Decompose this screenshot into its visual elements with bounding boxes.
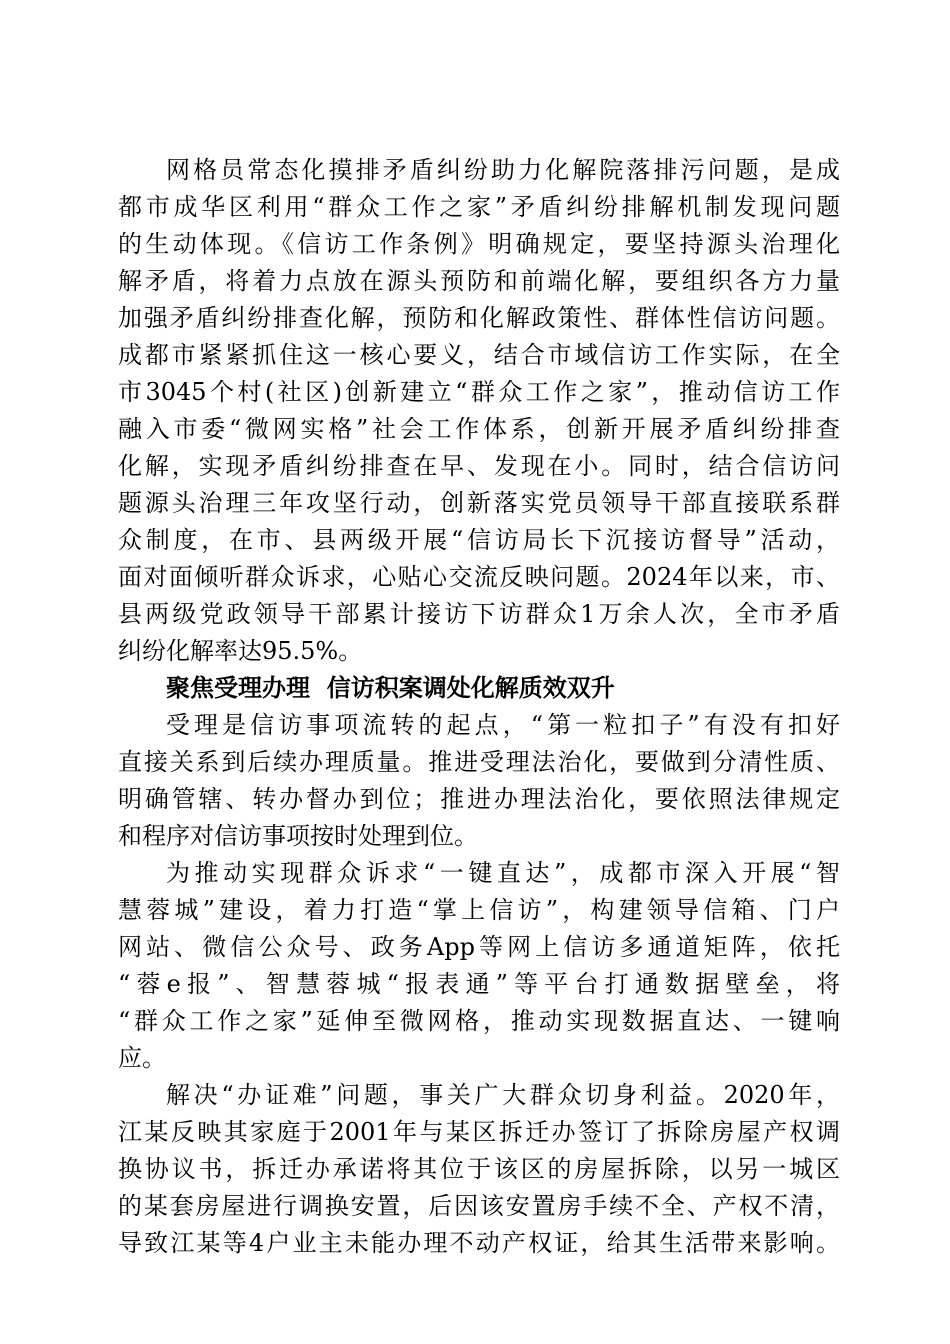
section-heading [118,670,840,707]
text-line: 县两级党政领导干部累计接访下访群众1万余人次，全市矛盾 [118,600,840,628]
text-line: 市3045个村(社区)创新建立“群众工作之家”，推动信访工作 [118,378,840,406]
text-line: 化解，实现矛盾纠纷排查在早、发现在小。同时，结合信访问 [118,452,840,480]
text-line: 受理是信访事项流转的起点，“第一粒扣子”有没有扣好 [166,711,840,739]
paragraph-acceptance [118,707,840,855]
text-line: 纠纷化解率达95.5%。 [118,637,363,665]
paragraph-grid-worker [118,152,840,670]
text-line: 成都市紧紧抓住这一核心要义，结合市域信访工作实际，在全 [118,341,840,369]
text-line: 换协议书，拆迁办承诺将其位于该区的房屋拆除，以另一城区 [118,1155,840,1183]
paragraph-certificate [118,1077,840,1262]
text-line: 众制度，在市、县两级开展“信访局长下沉接访督导”活动， [118,526,840,554]
text-line: 为推动实现群众诉求“一键直达”，成都市深入开展“智 [166,859,840,887]
paragraph-one-click [118,855,840,1077]
text-line: 的某套房屋进行调换安置，后因该安置房手续不全、产权不清， [118,1192,840,1220]
text-line: 题源头治理三年攻坚行动，创新落实党员领导干部直接联系群 [118,489,840,517]
text-line: 解决“办证难”问题，事关广大群众切身利益。2020年， [166,1081,840,1109]
text-line: 网站、微信公众号、政务App等网上信访多通道矩阵，依托 [118,933,840,961]
text-line: 融入市委“微网实格”社会工作体系，创新开展矛盾纠纷排查 [118,415,840,443]
text-line: 导致江某等4户业主未能办理不动产权证，给其生活带来影响。 [118,1229,840,1257]
text-line: 应。 [118,1044,166,1072]
text-line: “蓉e报”、智慧蓉城“报表通”等平台打通数据壁垒，将 [118,970,840,998]
heading-text: 聚焦受理办理 信访积案调处化解质效双升 [166,674,615,702]
text-line: 江某反映其家庭于2001年与某区拆迁办签订了拆除房屋产权调 [118,1118,840,1146]
text-line: 慧蓉城”建设，着力打造“掌上信访”，构建领导信箱、门户 [118,896,840,924]
text-line: 直接关系到后续办理质量。推进受理法治化，要做到分清性质、 [118,748,840,776]
text-line: 明确管辖、转办督办到位；推进办理法治化，要依照法律规定 [118,785,840,813]
text-line: 和程序对信访事项按时处理到位。 [118,822,478,850]
text-line: 网格员常态化摸排矛盾纠纷助力化解院落排污问题，是成 [166,156,840,184]
text-line: 解矛盾，将着力点放在源头预防和前端化解，要组织各方力量 [118,267,840,295]
text-line: 加强矛盾纠纷排查化解，预防和化解政策性、群体性信访问题。 [118,304,840,332]
text-line: “群众工作之家”延伸至微网格，推动实现数据直达、一键响 [118,1007,840,1035]
text-line: 都市成华区利用“群众工作之家”矛盾纠纷排解机制发现问题 [118,193,840,221]
text-line: 面对面倾听群众诉求，心贴心交流反映问题。2024年以来，市、 [118,563,840,591]
document-body [118,152,840,1262]
text-line: 的生动体现。《信访工作条例》明确规定，要坚持源头治理化 [118,230,840,258]
